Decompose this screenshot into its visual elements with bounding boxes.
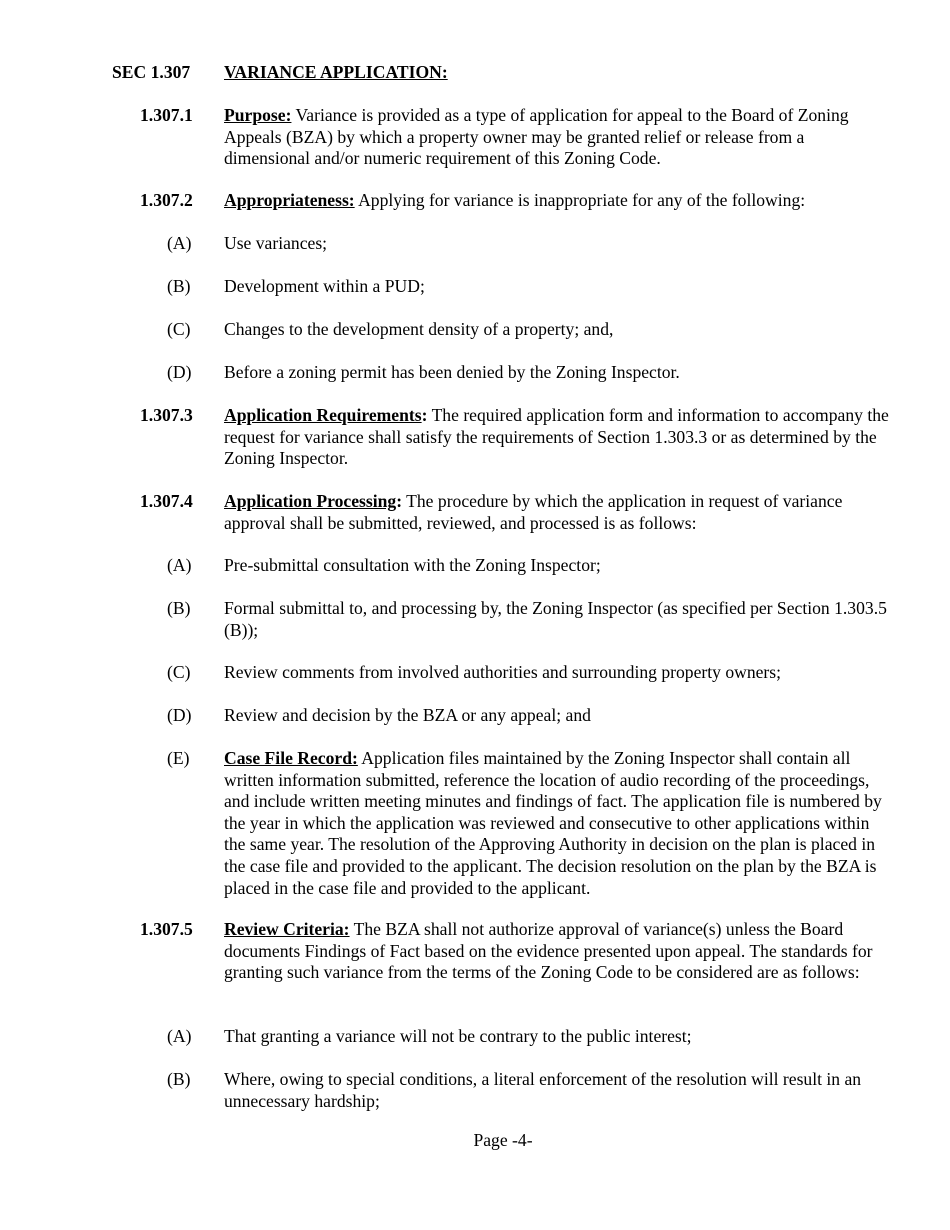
list-item	[167, 233, 894, 255]
subsection-number: 1.307.1	[140, 105, 193, 125]
subsection-application-requirements: 1.307.3 Application Requirements: The required application form and information to accompany the request for variance shall satisfy the requirements of Section 1.303.3 or as determined by the Zoning Inspector.	[140, 405, 889, 469]
subsection-number: 1.307.5	[140, 919, 193, 939]
subsection-label: Review Criteria:	[224, 919, 350, 939]
item-letter: (A)	[167, 233, 192, 253]
subsection-text: The BZA shall not authorize approval of variance(s) unless the Board documents Findings of Fact based on the evidence presented upon appeal. The standards for granting such variance from the terms of the Zoning Code to be considered are as follows:	[224, 919, 873, 983]
item-text: Review comments from involved authorities and surrounding property owners;	[224, 662, 782, 682]
subsection-label: Application Requirements	[224, 405, 422, 425]
item-label: Case File Record:	[224, 748, 358, 768]
item-letter: (B)	[167, 276, 191, 296]
item-letter: (B)	[167, 598, 191, 618]
subsection-number: 1.307.3	[140, 405, 193, 425]
list-item	[167, 1069, 894, 1112]
item-letter: (C)	[167, 662, 191, 682]
subsection-text: The required application form and information to accompany the request for variance shall satisfy the requirements of Section 1.303.3 or as determined by the Zoning Inspector.	[224, 405, 889, 469]
subsection-label: Application Processing	[224, 491, 397, 511]
section-heading	[112, 62, 448, 84]
subsection-text: The procedure by which the application in request of variance approval shall be submitted, reviewed, and processed is as follows:	[224, 491, 843, 533]
list-item	[167, 705, 894, 727]
item-letter: (B)	[167, 1069, 191, 1089]
subsection-text: Variance is provided as a type of application for appeal to the Board of Zoning Appeals (BZA) by which a property owner may be granted relief or release from a dimensional and/or numeric requirement of this Zoning Code.	[224, 105, 849, 169]
section-number: SEC 1.307	[112, 62, 191, 82]
list-item	[167, 662, 894, 684]
subsection-purpose	[140, 105, 894, 170]
item-text: Changes to the development density of a property; and,	[224, 319, 614, 339]
subsection-label: Appropriateness:	[224, 190, 355, 210]
list-item	[167, 362, 894, 384]
subsection-label: Purpose:	[224, 105, 292, 125]
item-text: Pre-submittal consultation with the Zoning Inspector;	[224, 555, 601, 575]
item-letter: (E)	[167, 748, 190, 768]
subsection-number: 1.307.2	[140, 190, 193, 210]
item-letter: (C)	[167, 319, 191, 339]
section-title: VARIANCE APPLICATION:	[224, 62, 448, 82]
item-letter: (D)	[167, 362, 192, 382]
item-letter: (D)	[167, 705, 192, 725]
subsection-number: 1.307.4	[140, 491, 193, 511]
item-letter: (A)	[167, 555, 192, 575]
subsection-text: Applying for variance is inappropriate for any of the following:	[354, 190, 806, 210]
item-text: Formal submittal to, and processing by, the Zoning Inspector (as specified per Section 1.303.5 (B));	[224, 598, 887, 640]
item-text: Development within a PUD;	[224, 276, 425, 296]
page-number: Page -4-	[473, 1130, 533, 1150]
item-text: Use variances;	[224, 233, 328, 253]
subsection-review-criteria	[140, 919, 894, 984]
item-text: Review and decision by the BZA or any appeal; and	[224, 705, 591, 725]
subsection-appropriateness	[140, 190, 894, 212]
item-letter: (A)	[167, 1026, 192, 1046]
item-text: That granting a variance will not be contrary to the public interest;	[224, 1026, 692, 1046]
item-text: Application files maintained by the Zoning Inspector shall contain all written information submitted, reference the location of audio recording of the proceedings, and include written meeting minutes and findings of fact. The application file is numbered by the year in which the application was reviewed and consecutive to other applications within the same year. The resolution of the Approving Authority in decision on the plan is placed in the case file and provided to the applicant. The decision resolution on the plan by the BZA is placed in the case file and provided to the applicant.	[224, 748, 882, 898]
list-item	[167, 555, 894, 577]
list-item	[167, 276, 894, 298]
list-item	[167, 1026, 894, 1048]
list-item	[167, 319, 894, 341]
list-item	[167, 598, 894, 641]
list-item-case-file-record	[167, 748, 894, 899]
subsection-application-processing: 1.307.4 Application Processing: The procedure by which the application in request of variance approval shall be submitted, reviewed, and processed is as follows:	[140, 491, 843, 533]
item-text: Where, owing to special conditions, a literal enforcement of the resolution will result in an unnecessary hardship;	[224, 1069, 862, 1111]
item-text: Before a zoning permit has been denied by the Zoning Inspector.	[224, 362, 680, 382]
